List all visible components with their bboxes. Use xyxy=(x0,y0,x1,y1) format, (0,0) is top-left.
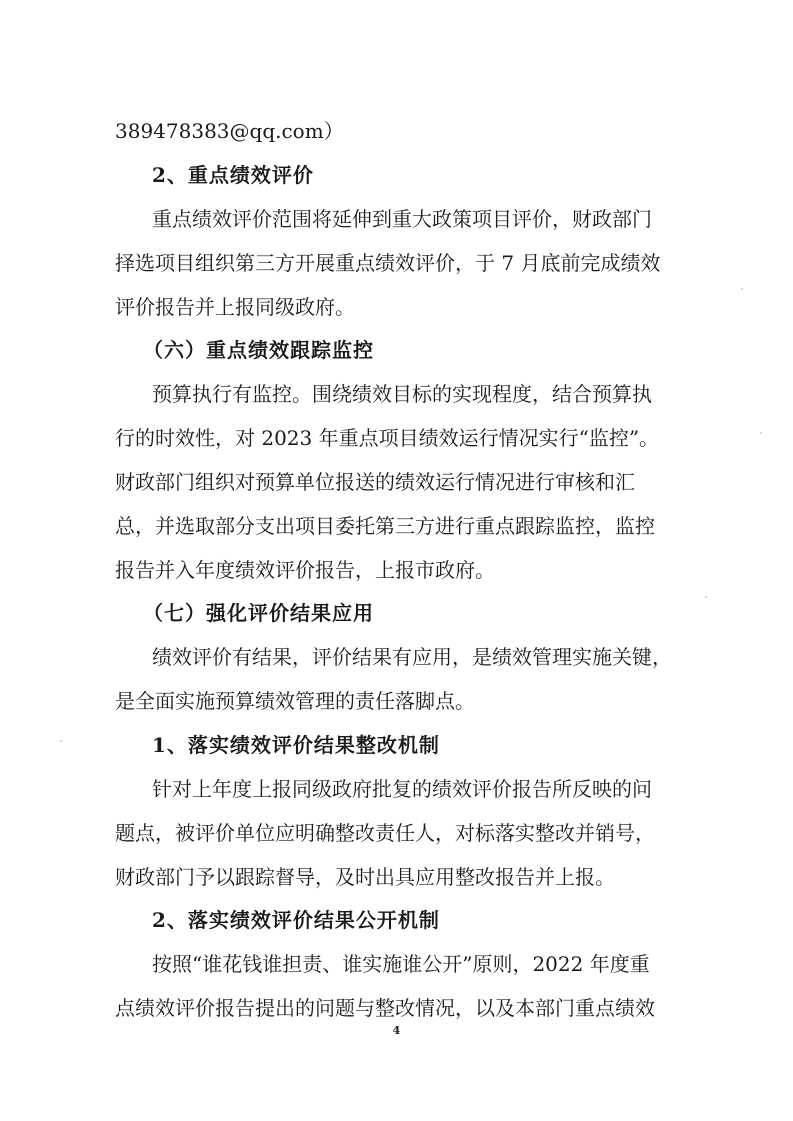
section-heading-12: （七）强化评价结果应用 xyxy=(143,601,374,625)
paragraph-line-7: 预算执行有监控。围绕绩效目标的实现程度，结合预算执 xyxy=(152,382,652,406)
section-heading-6: （六）重点绩效跟踪监控 xyxy=(143,338,374,362)
paragraph-line-3: 重点绩效评价范围将延伸到重大政策项目评价，财政部门 xyxy=(152,207,652,231)
paragraph-line-20: 按照“谁花钱谁担责、谁实施谁公开”原则，2022 年度重 xyxy=(152,952,650,976)
section-heading-15: 1、落实绩效评价结果整改机制 xyxy=(152,733,440,757)
scan-speck xyxy=(741,288,743,290)
section-heading-19: 2、落实绩效评价结果公开机制 xyxy=(152,908,440,932)
paragraph-line-4: 择选项目组织第三方开展重点绩效评价，于 7 月底前完成绩效 xyxy=(115,251,661,275)
paragraph-line-11: 报告并入年度绩效评价报告，上报市政府。 xyxy=(115,558,495,582)
paragraph-line-10: 总，并选取部分支出项目委托第三方进行重点跟踪监控，监控 xyxy=(115,514,655,538)
page-number: 4 xyxy=(392,1024,401,1037)
scan-speck xyxy=(60,740,62,742)
paragraph-line-16: 针对上年度上报同级政府批复的绩效评价报告所反映的问 xyxy=(152,777,652,801)
paragraph-line-8: 行的时效性，对 2023 年重点项目绩效运行情况实行“监控”。 xyxy=(115,426,660,450)
paragraph-line-14: 是全面实施预算绩效管理的责任落脚点。 xyxy=(115,689,475,713)
paragraph-line-21: 点绩效评价报告提出的问题与整改情况，以及本部门重点绩效 xyxy=(115,996,655,1020)
paragraph-line-13: 绩效评价有结果，评价结果有应用，是绩效管理实施关键， xyxy=(152,645,672,669)
paragraph-line-5: 评价报告并上报同级政府。 xyxy=(115,295,355,319)
section-heading-2: 2、重点绩效评价 xyxy=(152,163,314,187)
paragraph-line-17: 题点，被评价单位应明确整改责任人，对标落实整改并销号， xyxy=(115,821,655,845)
text-line-1: 389478383@qq.com） xyxy=(115,119,344,143)
paragraph-line-18: 财政部门予以跟踪督导，及时出具应用整改报告并上报。 xyxy=(115,865,615,889)
scan-speck xyxy=(705,596,707,598)
paragraph-line-9: 财政部门组织对预算单位报送的绩效运行情况进行审核和汇 xyxy=(115,470,635,494)
scan-speck xyxy=(760,432,762,434)
